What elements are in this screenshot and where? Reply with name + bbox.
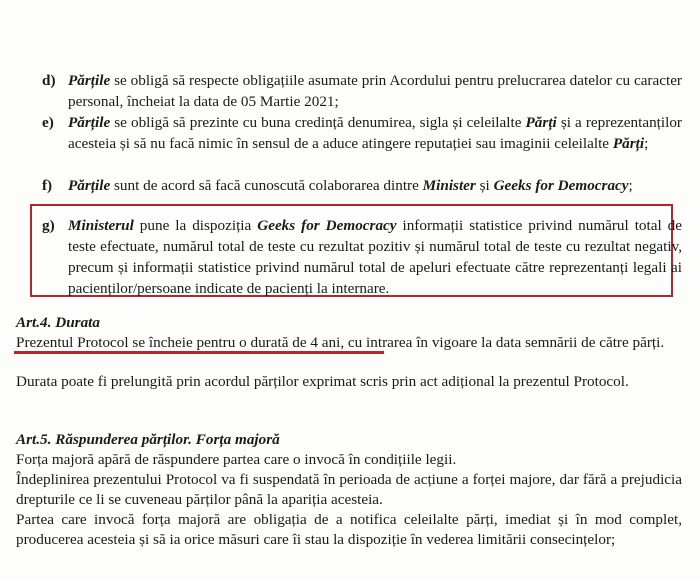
- clause-marker: d): [42, 72, 56, 89]
- clause-marker: e): [42, 114, 54, 131]
- clause-term: Minister: [422, 177, 476, 194]
- clause-text: se obligă să respecte obligațiile asumate prin Acordului pentru prelucrarea datelor cu caracter personal, încheiat la data de 05 Martie 2021;: [68, 72, 682, 110]
- paragraph: Îndeplinirea prezentului Protocol va fi suspendată în perioada de acțiune a forței majore, dar fără a prejudicia drepturile ce li se cuveneau părților până la apariția acesteia.: [16, 471, 682, 508]
- clause-term: Geeks for Democracy: [493, 177, 629, 194]
- clause-text: și a reprezentanților acesteia și să nu facă nimic în sensul de a aduce atingere reputației sau imaginii celeilalte: [68, 114, 682, 152]
- paragraph: Prezentul Protocol se încheie pentru o durată de 4 ani, cu intrarea în vigoare la data semnării de către părți.: [16, 334, 665, 351]
- clause-text: se obligă să prezinte cu buna credință denumirea, sigla și celeilalte: [110, 114, 526, 131]
- clause-subject: Părțile: [68, 114, 111, 131]
- clause-d: [42, 70, 682, 112]
- clause-term: Geeks for Democracy: [257, 217, 397, 234]
- clause-text: și: [475, 177, 494, 194]
- clause-term: Părți: [612, 135, 645, 152]
- clause-marker: f): [42, 177, 53, 194]
- clause-text: informații statistice privind numărul total de teste efectuate, numărul total de teste cu rezultat pozitiv și numărul total de teste cu rezultat negativ, precum și informații statistice privind numărul total de apeluri efectuate către reprezentanți legali ai pacienților/persoane indicate de pacienți la internare.: [68, 217, 682, 297]
- clause-body: [68, 215, 682, 299]
- clause-text: sunt de acord să facă cunoscută colaborarea dintre: [110, 177, 423, 194]
- clause-g: [42, 215, 682, 299]
- clause-text: pune la dispoziția: [133, 217, 258, 234]
- clause-body: [68, 112, 682, 154]
- highlight-underline: [14, 351, 384, 354]
- clause-marker: g): [42, 217, 55, 234]
- clause-body: [68, 70, 682, 112]
- paragraph: Durata poate fi prelungită prin acordul părților exprimat scris prin act adițional la prezentul Protocol.: [16, 373, 629, 390]
- clause-subject: Părțile: [68, 177, 111, 194]
- clause-f: [42, 175, 682, 196]
- section-title-art4: Art.4. Durata: [16, 314, 100, 331]
- paragraph: Partea care invocă forța majoră are obligația de a notifica celeilalte părți, imediat și în mod complet, producerea acesteia și să ia orice măsuri care îi stau la dispoziție în vederea limitării consecințelor;: [16, 511, 682, 548]
- section-title-art5: Art.5. Răspunderea părților. Forța majoră: [16, 431, 280, 448]
- clause-term: Părți: [525, 114, 557, 131]
- clause-subject: Ministerul: [68, 217, 134, 234]
- clause-text: ;: [628, 177, 633, 194]
- clause-subject: Părțile: [68, 72, 111, 89]
- clause-text: ;: [644, 135, 649, 152]
- clause-e: [42, 112, 682, 154]
- paragraph: Forța majoră apără de răspundere partea care o invocă în condițiile legii.: [16, 451, 457, 468]
- clause-body: [68, 175, 682, 196]
